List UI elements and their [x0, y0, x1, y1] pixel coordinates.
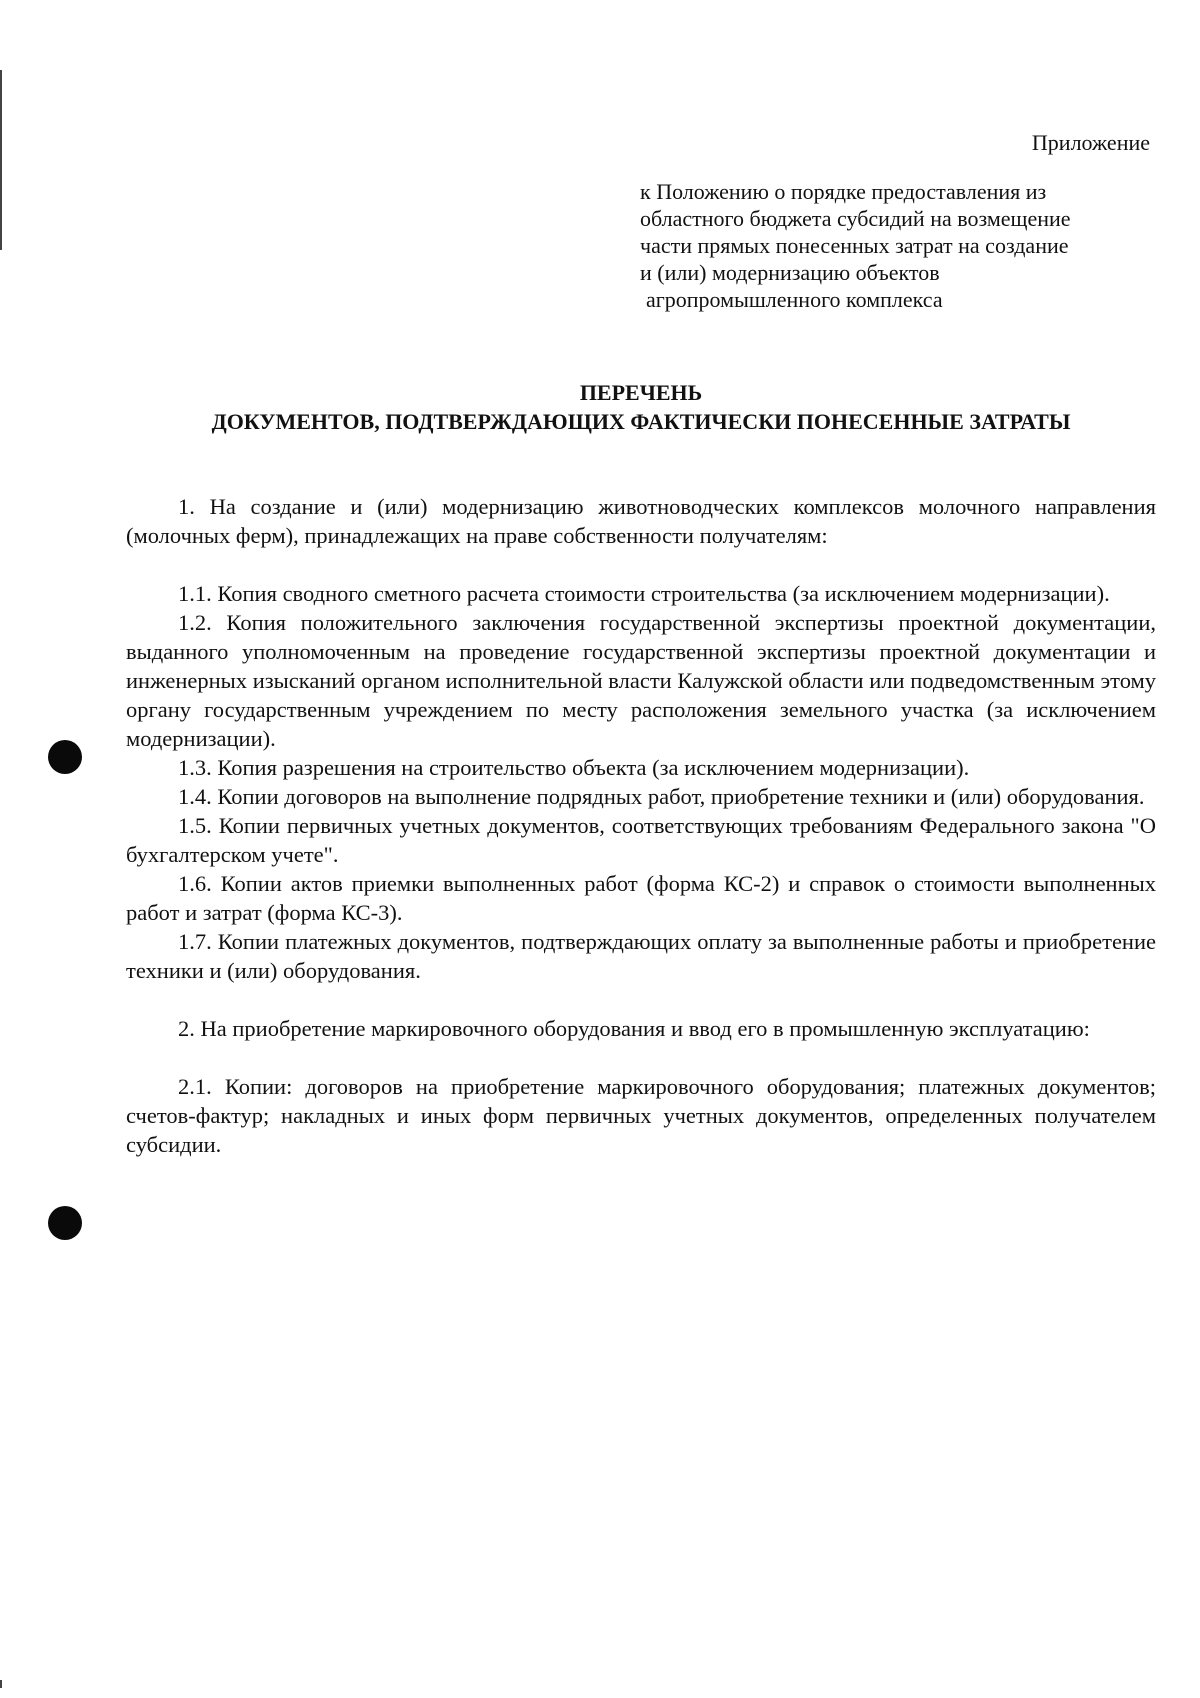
document-body	[126, 492, 1156, 1159]
scan-edge-mark	[0, 70, 2, 250]
list-item: 1.2. Копия положительного заключения государственной экспертизы проектной документации, выданного уполномоченным на проведение государственной экспертизы проектной документации и инженерных изысканий органом исполнительной власти Калужской области или подведомственным этому органу государственным учреждением по месту расположения земельного участка (за исключением модернизации).	[126, 610, 1156, 751]
appendix-reference-line: к Положению о порядке предоставления из	[640, 179, 1047, 204]
list-item: 1.6. Копии актов приемки выполненных работ (форма КС-2) и справок о стоимости выполненных работ и затрат (форма КС-3).	[126, 871, 1156, 925]
punch-hole	[48, 740, 82, 774]
list-item: 1.4. Копии договоров на выполнение подрядных работ, приобретение техники и (или) оборудования.	[178, 784, 1145, 809]
list-item: 2.1. Копии: договоров на приобретение маркировочного оборудования; платежных документов; счетов-фактур; накладных и иных форм первичных учетных документов, определенных получателем субсидии.	[126, 1074, 1156, 1157]
punch-hole	[48, 1206, 82, 1240]
appendix-reference-line: части прямых понесенных затрат на создание	[640, 233, 1069, 258]
appendix-reference	[640, 178, 1140, 313]
list-item: 1.5. Копии первичных учетных документов, соответствующих требованиям Федерального закона "О бухгалтерском учете".	[126, 813, 1156, 867]
title-line: ПЕРЕЧЕНЬ	[579, 380, 703, 405]
scan-edge-mark	[0, 1680, 2, 1688]
list-item: 1.3. Копия разрешения на строительство объекта (за исключением модернизации).	[178, 755, 970, 780]
appendix-label: Приложение	[1031, 130, 1150, 155]
list-item: 1.1. Копия сводного сметного расчета стоимости строительства (за исключением модернизации).	[178, 581, 1110, 606]
list-item: 1.7. Копии платежных документов, подтверждающих оплату за выполненные работы и приобретение техники и (или) оборудования.	[126, 929, 1156, 983]
appendix-reference-line: областного бюджета субсидий на возмещение	[640, 206, 1071, 231]
section-heading: 1. На создание и (или) модернизацию животноводческих комплексов молочного направления (молочных ферм), принадлежащих на праве собственности получателям:	[126, 494, 1156, 548]
document-title	[126, 378, 1156, 436]
appendix-reference-line: и (или) модернизацию объектов	[640, 260, 940, 285]
title-line: ДОКУМЕНТОВ, ПОДТВЕРЖДАЮЩИХ ФАКТИЧЕСКИ ПОНЕСЕННЫЕ ЗАТРАТЫ	[211, 409, 1071, 434]
section-heading: 2. На приобретение маркировочного оборудования и ввод его в промышленную эксплуатацию:	[178, 1016, 1090, 1041]
appendix-reference-line: агропромышленного комплекса	[646, 287, 943, 312]
